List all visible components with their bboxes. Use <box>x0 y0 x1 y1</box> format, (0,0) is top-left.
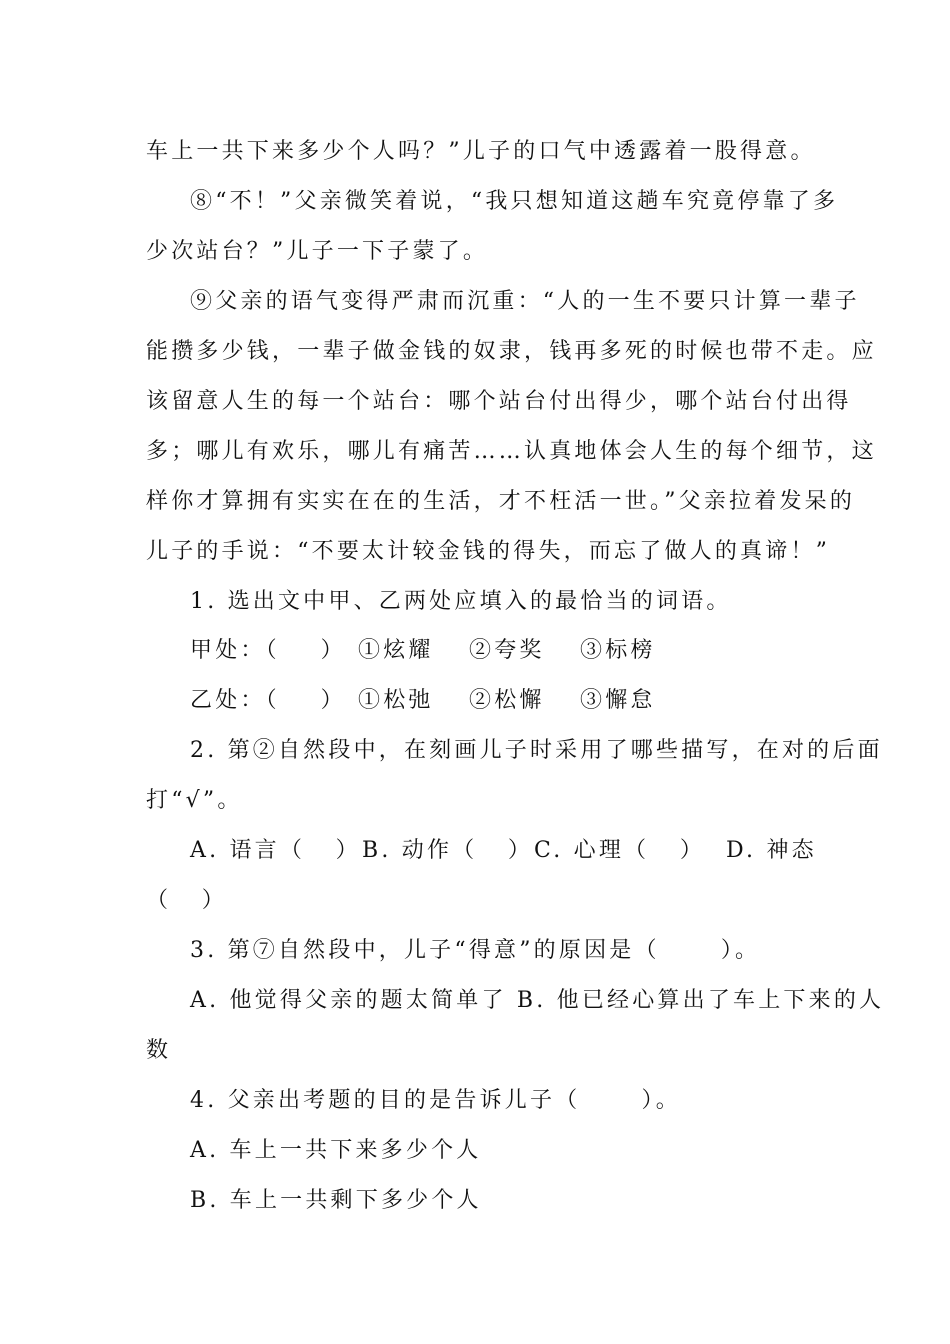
question-1-yi-label: 乙处：（ ） <box>190 688 346 713</box>
question-2-option-d-parenthesis: （ ） <box>146 888 227 913</box>
paragraph-9-line-6: 儿子的手说：“不要太计较金钱的得失，而忘了做人的真谛！” <box>146 539 831 564</box>
paragraph-8-line-2: 少次站台？”儿子一下子蒙了。 <box>146 239 489 264</box>
question-3-options-line-2: 数 <box>146 1038 172 1063</box>
question-1-yi-option-1: ①松弛 <box>358 688 434 713</box>
question-2-option-d: D. 神态 <box>726 838 817 863</box>
question-1-stem: 1. 选出文中甲、乙两处应填入的最恰当的词语。 <box>190 589 732 614</box>
question-1-jia-label: 甲处：（ ） <box>190 638 346 663</box>
question-3-options-line-1: A. 他觉得父亲的题太简单了 B. 他已经心算出了车上下来的人 <box>190 988 885 1013</box>
question-1-yi-option-3: ③懈怠 <box>580 688 656 713</box>
question-1-jia-option-1: ①炫耀 <box>358 638 434 663</box>
question-4-stem: 4. 父亲出考题的目的是告诉儿子（ ）。 <box>190 1088 681 1113</box>
question-4-option-b: B. 车上一共剩下多少个人 <box>190 1188 482 1213</box>
paragraph-7-tail: 车上一共下来多少个人吗？”儿子的口气中透露着一股得意。 <box>146 139 816 164</box>
paragraph-9-line-1: ⑨父亲的语气变得严肃而沉重：“人的一生不要只计算一辈子 <box>190 289 860 314</box>
paragraph-9-line-5: 样你才算拥有实实在在的生活，才不枉活一世。”父亲拉着发呆的 <box>146 489 856 514</box>
paragraph-9-line-2: 能攒多少钱，一辈子做金钱的奴隶，钱再多死的时候也带不走。应 <box>146 339 877 364</box>
question-1-jia-option-3: ③标榜 <box>580 638 656 663</box>
question-4-option-a: A. 车上一共下来多少个人 <box>190 1138 482 1163</box>
paragraph-9-line-3: 该留意人生的每一个站台：哪个站台付出得少，哪个站台付出得 <box>146 389 852 414</box>
question-3-stem: 3. 第⑦自然段中，儿子“得意”的原因是（ ）。 <box>190 938 761 963</box>
question-2-option-a: A. 语言（ ） <box>190 838 361 863</box>
paragraph-8-line-1: ⑧“不！”父亲微笑着说，“我只想知道这趟车究竟停靠了多 <box>190 189 839 214</box>
question-1-yi-option-2: ②松懈 <box>469 688 545 713</box>
question-2-option-b: B. 动作（ ） <box>362 838 534 863</box>
question-2-stem-line-2: 打“√”。 <box>146 788 243 813</box>
question-2-stem-line-1: 2. 第②自然段中，在刻画儿子时采用了哪些描写，在对的后面 <box>190 738 883 763</box>
question-2-option-c: C. 心理（ ） <box>534 838 706 863</box>
question-1-jia-option-2: ②夸奖 <box>469 638 545 663</box>
paragraph-9-line-4: 多；哪儿有欢乐，哪儿有痛苦……认真地体会人生的每个细节，这 <box>146 439 877 464</box>
